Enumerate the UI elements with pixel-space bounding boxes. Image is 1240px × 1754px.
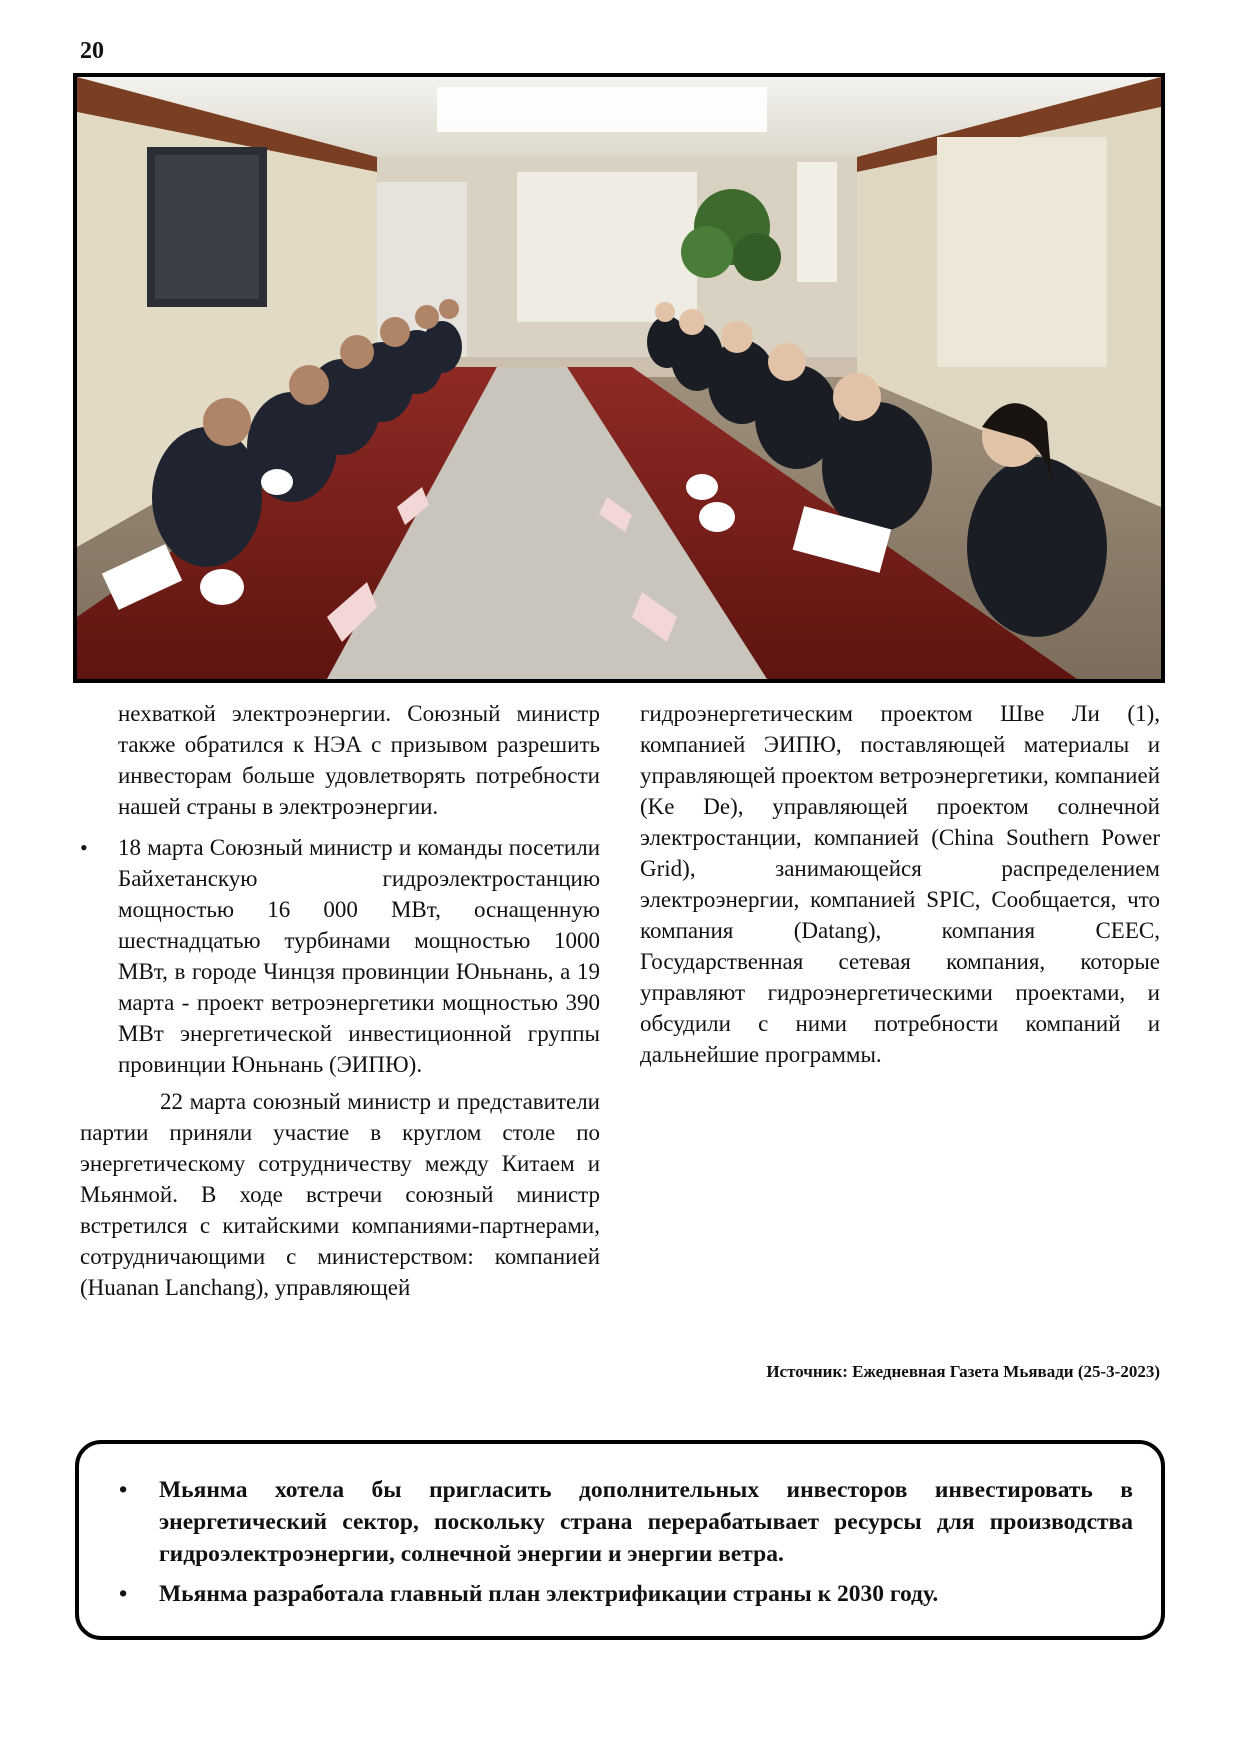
summary-text: Мьянма хотела бы пригласить дополнительных инвесторов инвестировать в энергетический сектор, поскольку страна перерабатывает ресурсы для производства гидроэлектроэнергии, солнечной энергии и энергии ветра. [159, 1477, 1133, 1567]
bullet-dot-icon: • [119, 1477, 128, 1503]
continuation-paragraph: нехваткой электроэнергии. Союзный министр также обратился к НЭА с призывом разрешить инвесторам больше удовлетворять потребности нашей страны в электроэнергии. [118, 701, 600, 819]
page-number: 20 [80, 38, 104, 64]
summary-box [75, 1440, 1165, 1640]
source-citation: Источник: Ежедневная Газета Мьявади (25-3-2023) [766, 1362, 1160, 1381]
right-column-paragraph: гидроэнергетическим проектом Шве Ли (1), компанией ЭИПЮ, поставляющей материалы и управляющей проектом ветроэнергетики, компанией (Ke De), управляющей проектом солнечной электростанции, компанией (China Southern Power Grid), занимающейся распределением электроэнергии, компанией SPIC, Сообщается, что компания (Datang), компания CEEC, Государственная сетевая компания, которые управляют гидроэнергетическими проектами, и обсудили с ними потребности компаний и дальнейшие программы. [640, 701, 1160, 1067]
left-column [80, 698, 600, 1303]
bullet-item [80, 832, 600, 1080]
right-column [640, 698, 1160, 1070]
meeting-photo [73, 73, 1165, 683]
meeting-photo-illustration [77, 77, 1161, 679]
bullet-dot-icon: • [80, 835, 88, 860]
summary-item [109, 1578, 1133, 1610]
summary-text: Мьянма разработала главный план электрификации страны к 2030 году. [159, 1581, 939, 1607]
summary-item [109, 1474, 1133, 1570]
bullet-dot-icon: • [119, 1581, 128, 1607]
bullet-text: 18 марта Союзный министр и команды посетили Байхетанскую гидроэлектростанцию мощностью 16 000 МВт, оснащенную шестнадцатью турбинами мощностью 1000 МВт, в городе Чинцзя провинции Юньнань, а 19 марта - проект ветроэнергетики мощностью 390 МВт энергетической инвестиционной группы провинции Юньнань (ЭИПЮ). [118, 835, 600, 1077]
body-paragraph: 22 марта союзный министр и представители партии приняли участие в круглом столе по энергетическому сотрудничеству между Китаем и Мьянмой. В ходе встречи союзный министр встретился с китайскими компаниями-партнерами, сотрудничающими с министерством: компанией (Huanan Lanchang), управляющей [80, 1089, 600, 1300]
